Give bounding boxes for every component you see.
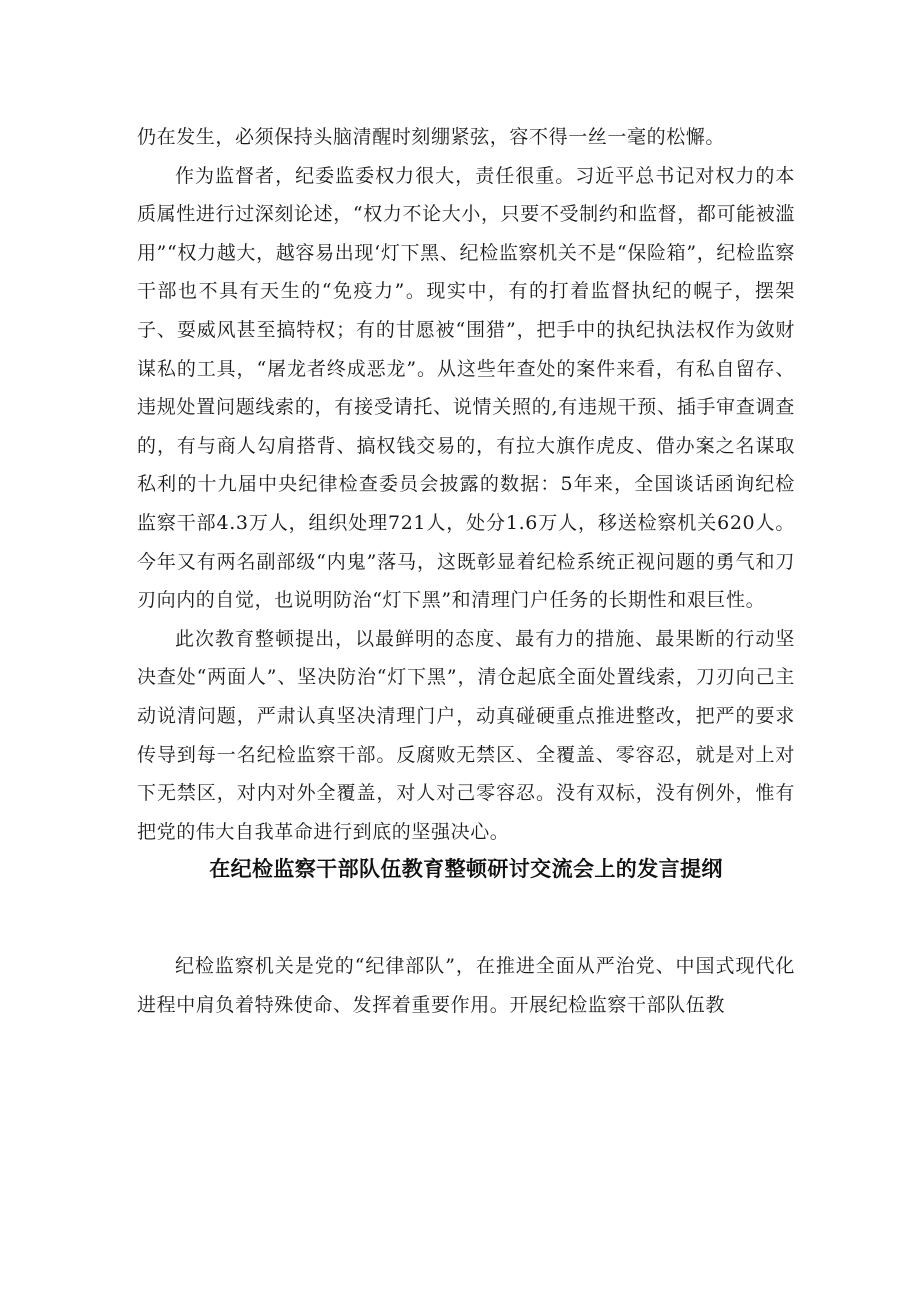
section-heading: 在纪检监察干部队伍教育整顿研讨交流会上的发言提纲 <box>209 857 723 882</box>
paragraph-education-rectification: 此次教育整顿提出，以最鲜明的态度、最有力的措施、最果断的行动坚决查处“两面人”、坚决防治“灯下黑”，清仓起底全面处置线索，刀刃向己主动说清问题，严肃认真坚决清理门户，动真碰硬重点推进整改，把严的要求传导到每一名纪检监察干部。反腐败无禁区、全覆盖、零容忍，就是对上对下无禁区，对内对外全覆盖，对人对己零容忍。没有双标，没有例外，惟有把党的伟大自我革命进行到底的坚强决心。 <box>137 627 795 843</box>
paragraph-supervisor-power: 作为监督者，纪委监委权力很大，责任很重。习近平总书记对权力的本质属性进行过深刻论述，“权力不论大小，只要不受制约和监督，都可能被滥用”“权力越大，越容易出现‘灯下黑、纪检监察机关不是“保险箱”，纪检监察干部也不具有天生的“免疫力”。现实中，有的打着监督执纪的幌子，摆架子、耍威风甚至搞特权；有的甘愿被“围猎”，把手中的执纪执法权作为敛财谋私的工具，“屠龙者终成恶龙”。从这些年查处的案件来看，有私自留存、违规处置问题线索的，有接受请托、说情关照的,有违规干预、插手审查调查的，有与商人勾肩搭背、搞权钱交易的，有拉大旗作虎皮、借办案之名谋取私利的十九届中央纪律检查委员会披露的数据：5年来，全国谈话函询纪检监察干部4.3万人，组织处理721人，处分1.6万人，移送检察机关620人。今年又有两名副部级“内鬼”落马，这既彰显着纪检系统正视问题的勇气和刀刃向内的自觉，也说明防治“灯下黑”和清理门户任务的长期性和艰巨性。 <box>137 164 795 612</box>
paragraph-discipline-force: 纪检监察机关是党的“纪律部队”，在推进全面从严治党、中国式现代化进程中肩负着特殊使命、发挥着重要作用。开展纪检监察干部队伍教 <box>137 955 795 1016</box>
heading-spacer <box>137 885 795 947</box>
paragraph-continuation: 仍在发生，必须保持头脑清醒时刻绷紧弦，容不得一丝一毫的松懈。 <box>137 126 726 148</box>
